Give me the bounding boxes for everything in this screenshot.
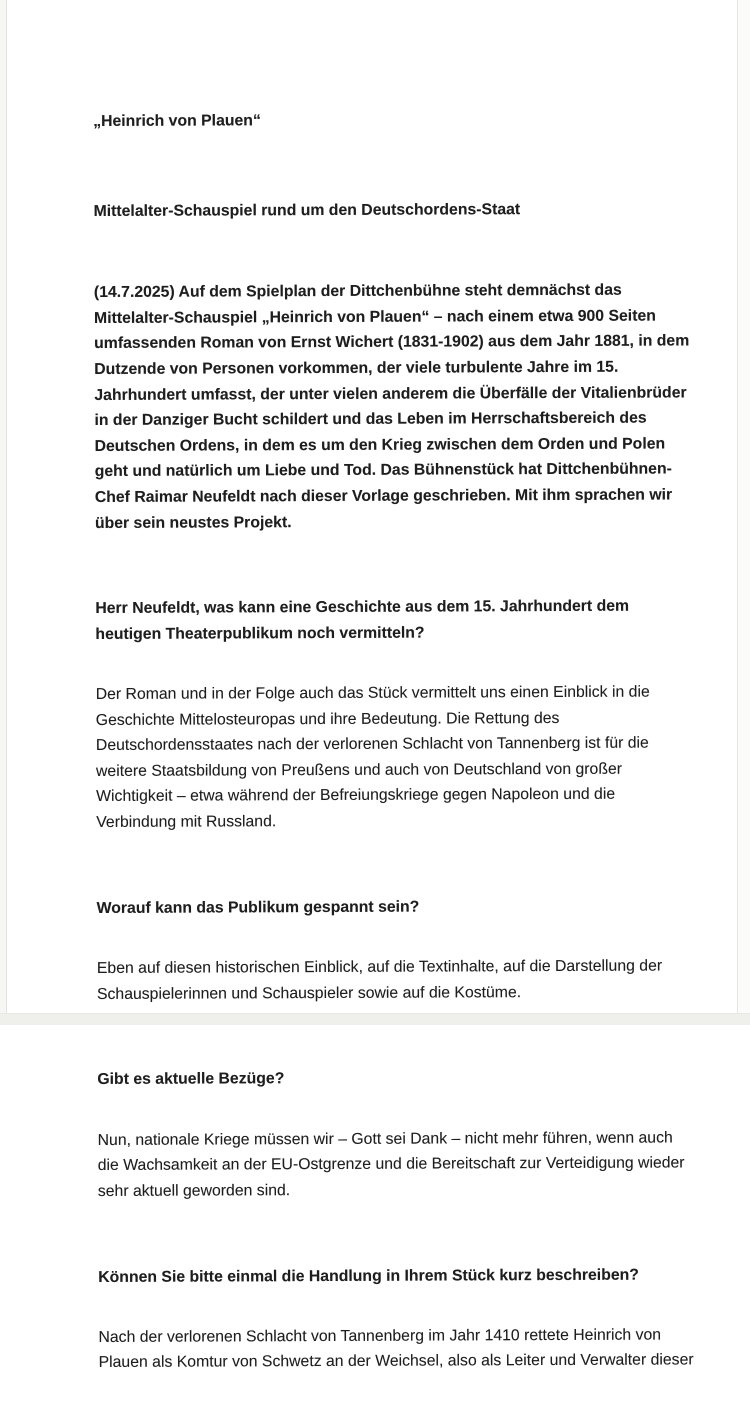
answer-2: Eben auf diesen historischen Einblick, auf die Textinhalte, auf die Darstellung der Schauspielerinnen und Schauspieler sowie auf die Kostüme. xyxy=(96,957,663,1003)
scan-edge-left xyxy=(0,0,7,1024)
question-2: Worauf kann das Publikum gespannt sein? xyxy=(96,898,420,917)
article-title: „Heinrich von Plauen“ xyxy=(93,111,261,130)
answer-4: Nach der verlorenen Schlacht von Tannenberg im Jahr 1410 rettete Heinrich von Plauen als Komtur von Schwetz an der Weichsel, also als Leiter und Verwalter dieser xyxy=(98,1326,694,1372)
article-subtitle: Mittelalter-Schauspiel rund um den Deutschordens-Staat xyxy=(93,201,521,221)
question-3: Gibt es aktuelle Bezüge? xyxy=(97,1070,285,1089)
scan-edge-right xyxy=(737,0,750,1024)
question-1: Herr Neufeldt, was kann eine Geschichte aus dem 15. Jahrhundert dem heutigen Theaterpublikum noch vermitteln? xyxy=(95,597,630,643)
answer-3: Nun, nationale Kriege müssen wir – Gott sei Dank – nicht mehr führen, wenn auch die Wachsamkeit an der EU-Ostgrenze und die Bereitschaft zur Verteidigung wieder sehr aktuell geworden sind. xyxy=(97,1129,685,1200)
question-4: Können Sie bitte einmal die Handlung in Ihrem Stück kurz beschreiben? xyxy=(98,1266,639,1286)
answer-1: Der Roman und in der Folge auch das Stück vermittelt uns einen Einblick in die Geschichte Mittelosteuropas und ihre Bedeutung. Die Rettung des Deutschordensstaates nach der verlorenen Schlacht von Tannenberg ist für die weitere Staatsbildung von Preußens und auch von Deutschland von großer Wichtigkeit – etwa während der Befreiungskriege gegen Napoleon und die Verbindung mit Russland. xyxy=(95,683,650,832)
intro-paragraph: (14.7.2025) Auf dem Spielplan der Dittchenbühne steht demnächst das Mittelalter-Schauspiel „Heinrich von Plauen“ – nach einem etwa 900 Seiten umfassenden Roman von Ernst Wichert (1831-1902) aus dem Jahr 1881, in dem Dutzende von Personen vorkommen, der viele turbulente Jahre im 15. Jahrhundert umfasst, der unter vielen anderem die Überfälle der Vitalienbrüder in der Danziger Bucht schildert und das Leben im Herrschaftsbereich des Deutschen Ordens, in dem es um den Krieg zwischen dem Orden und Polen geht und natürlich um Liebe und Tod. Das Bühnenstück hat Dittchenbühnen- Chef Raimar Neufeldt nach dieser Vorlage geschrieben. Mit ihm sprachen wir über sein neustes Projekt. xyxy=(93,281,690,532)
scanned-article xyxy=(93,80,704,1410)
